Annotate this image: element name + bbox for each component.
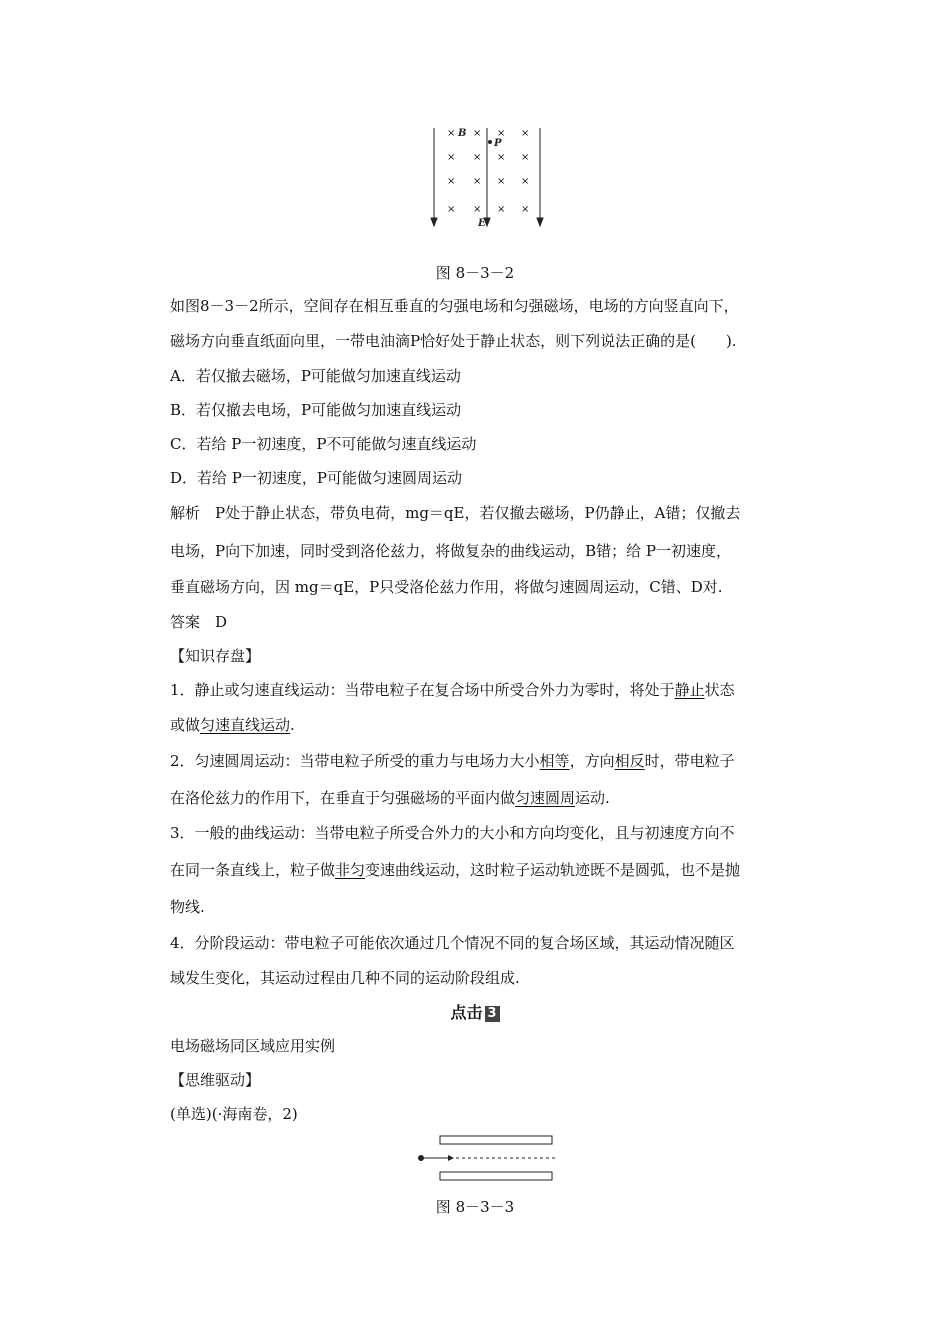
svg-text:×: × [521,204,530,215]
blank: 匀速圆周 [515,789,576,807]
knowledge-item-2-cont [170,788,810,808]
blank: 静止 [674,681,705,699]
figure-caption-2: 图 8－3－3 [435,1198,515,1216]
text: 运动. [575,789,610,807]
question-line-2: 磁场方向垂直纸面向里，一带电油滴P恰好处于静止状态，则下列说法正确的是( ). [170,332,737,350]
label-e: E [478,218,486,229]
svg-text:×: × [521,128,530,139]
knowledge-item-3-end: 物线. [170,898,205,916]
heading-text: 点击 [450,1003,483,1022]
text: 2．匀速圆周运动：当带电粒子所受的重力与电场力大小 [170,752,540,770]
text: 在同一条直线上，粒子做 [170,861,336,879]
svg-text:×: × [497,128,506,139]
option-a: A．若仅撤去磁场，P可能做匀加速直线运动 [170,367,461,385]
label-b: B [458,128,467,139]
text: . [290,716,295,734]
text: 在洛伦兹力的作用下，在垂直于匀强磁场的平面内做 [170,789,516,807]
analysis-line-2: 电场，P向下加速，同时受到洛伦兹力，将做复杂的曲线运动，B错；给 P一初速度， [170,542,731,560]
svg-text:×: × [497,152,506,163]
option-d: D．若给 P一初速度，P可能做匀速圆周运动 [170,469,462,487]
knowledge-item-1-cont [170,715,810,735]
svg-text:×: × [447,204,456,215]
text: 状态 [704,681,735,699]
label-p: P [494,138,502,149]
svg-text:×: × [497,176,506,187]
blank: 非匀 [335,861,366,879]
knowledge-item-4-cont: 域发生变化，其运动过程由几种不同的运动阶段组成. [170,969,520,987]
oil-drop [488,140,492,144]
blank: 相反 [614,752,645,770]
knowledge-item-1 [170,680,810,700]
option-c: C．若给 P一初速度，P不可能做匀速直线运动 [170,435,477,453]
knowledge-title: 【知识存盘】 [170,647,261,665]
svg-text:×: × [473,128,482,139]
svg-text:×: × [473,152,482,163]
knowledge-item-2 [170,751,810,771]
section-title: 电场磁场同区域应用实例 [170,1037,336,1055]
analysis-line-3: 垂直磁场方向，因 mg＝qE，P只受洛伦兹力作用，将做匀速圆周运动，C错、D对. [170,578,723,596]
figure-caption-1: 图 8－3－2 [435,264,515,282]
svg-text:×: × [447,152,456,163]
text: 变速曲线运动，这时粒子运动轨迹既不是圆弧，也不是抛 [365,861,741,879]
svg-text:×: × [473,176,482,187]
question-line-1: 如图8－3－2所示，空间存在相互垂直的匀强电场和匀强磁场，电场的方向竖直向下， [170,297,739,315]
knowledge-item-3-cont [170,860,810,880]
question-source: (单选)(·海南卷，2) [170,1105,298,1123]
svg-text:×: × [447,128,456,139]
text: 或做 [170,716,201,734]
blank: 匀速直线运动 [200,716,291,734]
knowledge-item-3: 3．一般的曲线运动：当带电粒子所受合外力的大小和方向均变化，且与初速度方向不 [170,824,735,842]
thinking-drive: 【思维驱动】 [170,1071,261,1089]
capacitor-diagram [412,1132,562,1182]
svg-text:×: × [497,204,506,215]
svg-text:×: × [473,204,482,215]
svg-text:×: × [521,152,530,163]
blank: 相等 [539,752,570,770]
text: 时，带电粒子 [644,752,735,770]
analysis-line-1: 解析 P处于静止状态，带负电荷，mg＝qE，若仅撤去磁场，P仍静止，A错；仅撤去 [170,504,741,522]
section-heading [0,1000,950,1023]
field-diagram [420,122,550,232]
answer: 答案 D [170,613,228,631]
text: 1．静止或匀速直线运动：当带电粒子在复合场中所受合外力为零时，将处于 [170,681,675,699]
knowledge-item-4: 4．分阶段运动：带电粒子可能依次通过几个情况不同的复合场区域，其运动情况随区 [170,934,735,952]
magnetic-field-marks [447,128,529,215]
option-b: B．若仅撤去电场，P可能做匀加速直线运动 [170,401,462,419]
heading-number-badge: 3 [485,1006,500,1022]
svg-text:×: × [521,176,530,187]
text: ，方向 [569,752,615,770]
svg-text:×: × [447,176,456,187]
